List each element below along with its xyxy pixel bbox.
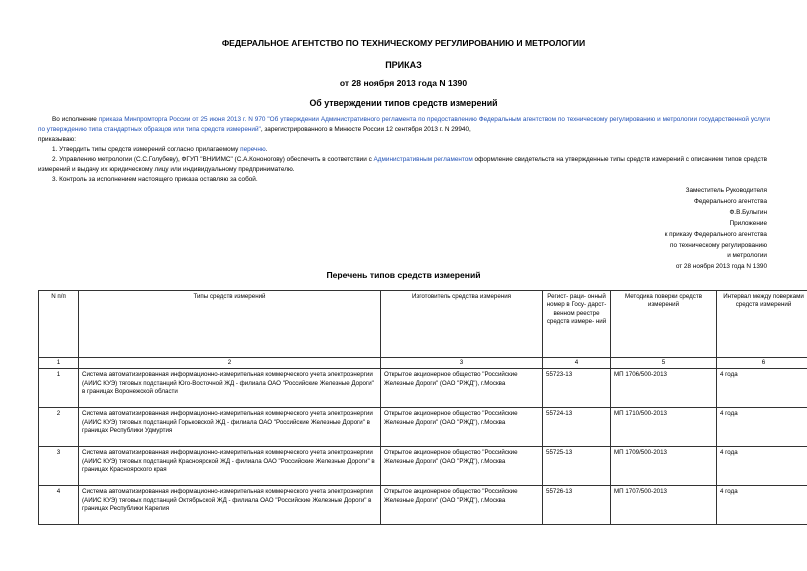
row-number: 3 [39,447,79,486]
row-maker: Открытое акционерное общество "Российские Железные Дороги" (ОАО "РЖД"), г.Москва [381,408,543,447]
row-number: 1 [39,369,79,408]
table-header-row [39,291,807,358]
item-2-end: оформление свидетельств на утвержденные типы средств измерений с описанием типов средств измерений и выдачу их юридическому лицу или индивидуальному предпринимателю. [38,156,768,173]
row-type: Система автоматизированная информационно-измерительная коммерческого учета электроэнергии (АИИС КУЭ) тяговых подстанций Горьковской ЖД - филиала ОАО "Российские Железные Дороги" в границах Республики Удмуртия [79,408,381,447]
list-link[interactable]: перечню [240,146,266,153]
doc-type-heading: ПРИКАЗ [385,60,422,70]
appendix-title: Приложение [729,220,767,227]
appendix-line-3: по техническому регулированию [670,241,767,249]
row-interval: 4 года [717,408,807,447]
table-row [39,408,807,447]
signature-name: Ф.В.Булыгин [729,208,767,216]
preamble-start: Во исполнение [52,116,99,123]
row-registry: 55723-13 [543,369,611,408]
row-registry: 55724-13 [543,408,611,447]
appendix-line-5: от 28 ноября 2013 года N 1390 [675,263,767,271]
agency-heading: ФЕДЕРАЛЬНОЕ АГЕНТСТВО ПО ТЕХНИЧЕСКОМУ РЕГУЛИРОВАНИЮ И МЕТРОЛОГИИ [221,38,586,48]
header-maker: Изготовитель средства измерения [381,291,543,358]
header-method: Методика поверки средств измерений [611,291,717,358]
order-word: приказываю: [38,136,76,143]
header-interval: Интервал между поверками средств измерений [717,291,807,358]
appendix-line-2: к приказу Федерального агентства [664,230,767,238]
row-maker: Открытое акционерное общество "Российские Железные Дороги" (ОАО "РЖД"), г.Москва [381,369,543,408]
row-interval: 4 года [717,486,807,525]
row-method: МП 1706/500-2013 [611,369,717,408]
table-row [39,447,807,486]
paragraph-item-2 [38,155,770,175]
row-interval: 4 года [717,369,807,408]
item-1-end: . [265,146,268,153]
col-number: 1 [39,358,79,369]
signature-block [507,186,767,218]
table-row [39,486,807,525]
row-number: 4 [39,486,79,525]
paragraph-item-1 [38,145,770,155]
row-interval: 4 года [717,447,807,486]
row-method: МП 1709/500-2013 [611,447,717,486]
col-number: 3 [381,358,543,369]
minpromtorg-order-link[interactable]: приказа Минпромторга России от 25 июня 2013 г. N 970 "Об утверждении Административного регламента по предоставлению Федеральным агентством по техническому регулированию и метрологии государственной услуги по утверждению типа стандартных образцов или типа средств измерений" [38,116,770,133]
row-type: Система автоматизированная информационно-измерительная коммерческого учета электроэнергии (АИИС КУЭ) тяговых подстанций Юго-Восточной ЖД - филиала ОАО "Российские Железные Дороги" в границах Воронежской области [79,369,381,408]
table-title: Перечень типов средств измерений [326,270,481,280]
row-maker: Открытое акционерное общество "Российские Железные Дороги" (ОАО "РЖД"), г.Москва [381,447,543,486]
row-registry: 55725-13 [543,447,611,486]
col-number: 5 [611,358,717,369]
header-type: Типы средств измерений [79,291,381,358]
item-2-start: 2. Управлению метрологии (С.С.Голубеву), ФГУП "ВНИИМС" (С.А.Кононогову) обеспечить в соответствии с [52,156,374,163]
preamble-end: , зарегистрированного в Минюсте России 12 сентября 2013 г. N 29940, [260,126,471,133]
paragraph-preamble [38,115,770,145]
measurement-types-table [38,290,807,525]
col-number: 4 [543,358,611,369]
row-type: Система автоматизированная информационно-измерительная коммерческого учета электроэнергии (АИИС КУЭ) тяговых подстанций Красноярской ЖД - филиала ОАО "Российские Железные Дороги" в границах Красноярского края [79,447,381,486]
col-number: 2 [79,358,381,369]
paragraph-item-3: 3. Контроль за исполнением настоящего приказа оставляю за собой. [52,176,258,183]
header-registry: Регист- раци- онный номер в Госу- дарст- венном реестре средств измере- ний [543,291,611,358]
signature-agency: Федерального агентства [693,197,767,205]
column-number-row [39,358,807,369]
row-method: МП 1710/500-2013 [611,408,717,447]
appendix-block [507,219,767,273]
item-1-start: 1. Утвердить типы средств измерений согласно прилагаемому [52,146,241,153]
admin-regulation-link[interactable]: Административным регламентом [373,156,473,163]
row-number: 2 [39,408,79,447]
row-registry: 55726-13 [543,486,611,525]
signature-position: Заместитель Руководителя [685,187,767,194]
appendix-line-4: и метрологии [727,252,767,260]
header-number: N п/п [39,291,79,358]
subject-heading: Об утверждении типов средств измерений [309,98,498,108]
row-method: МП 1707/500-2013 [611,486,717,525]
col-number: 6 [717,358,807,369]
table-row [39,369,807,408]
row-type: Система автоматизированная информационно-измерительная коммерческого учета электроэнергии (АИИС КУЭ) тяговых подстанций Октябрьской ЖД - филиала ОАО "Российские Железные Дороги" в границах Республики Карелия [79,486,381,525]
row-maker: Открытое акционерное общество "Российские Железные Дороги" (ОАО "РЖД"), г.Москва [381,486,543,525]
date-number-heading: от 28 ноября 2013 года N 1390 [339,78,468,88]
